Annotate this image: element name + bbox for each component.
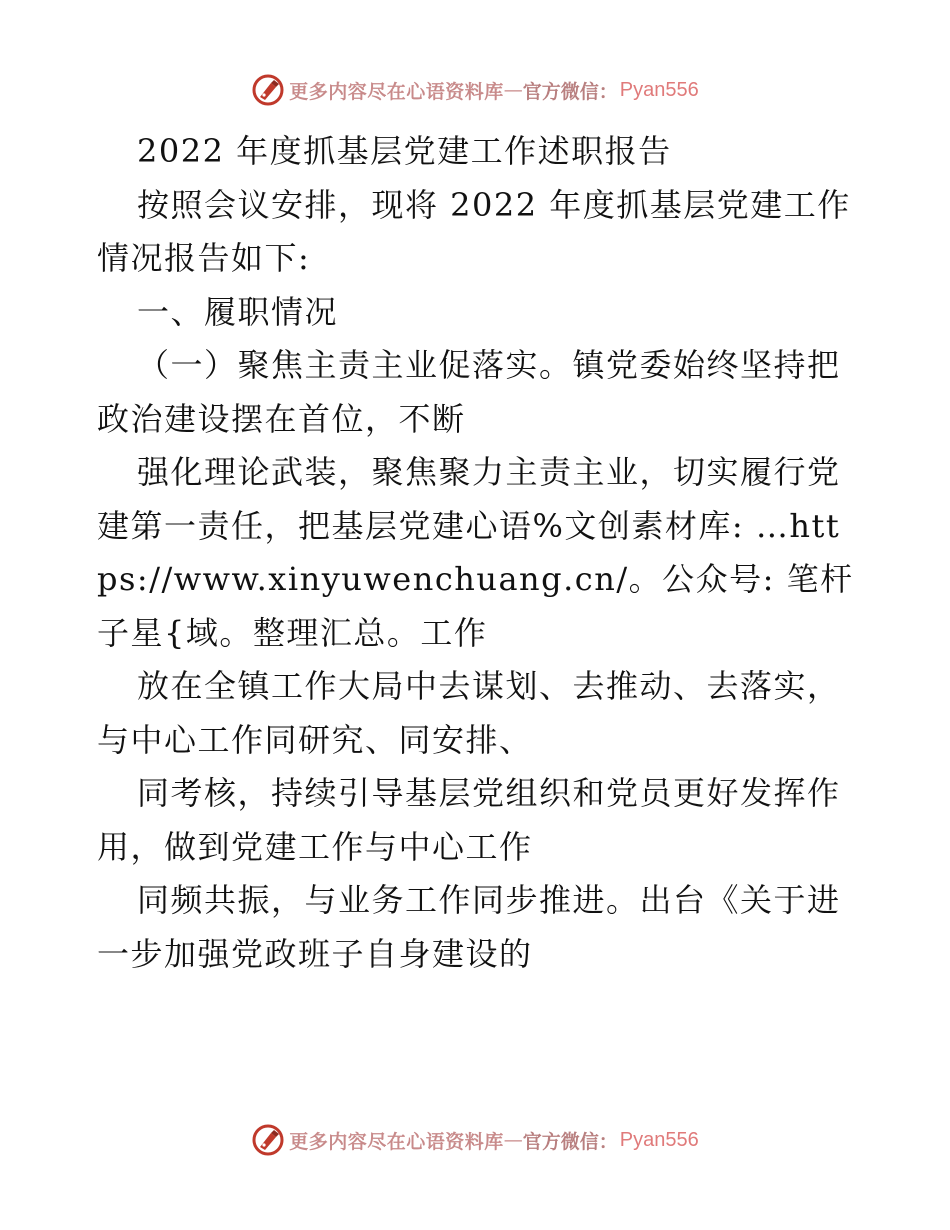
document-title: 2022 年度抓基层党建工作述职报告 (137, 132, 672, 170)
banner-wechat-id: Pyan556 (619, 78, 699, 101)
paragraph: 按照会议安排，现将 2022 年度抓基层党建工作情况报告如下: (97, 185, 851, 277)
red-pen-nib-logo-icon (251, 1123, 285, 1157)
banner-wechat-label: 官方微信： (522, 1130, 618, 1153)
footer-banner (0, 1120, 950, 1160)
banner-wechat-id: Pyan556 (619, 1128, 699, 1151)
header-banner (0, 70, 950, 110)
paragraph: （一）聚焦主责主业促落实。镇党委始终坚持把政治建设摆在首位，不断 (97, 346, 841, 438)
section-heading: 一、履职情况 (137, 292, 339, 331)
red-pen-nib-logo-icon (251, 73, 285, 107)
document-body (97, 125, 857, 981)
banner-separator: — (503, 1129, 523, 1151)
banner-separator: — (503, 79, 523, 101)
paragraph: 强化理论武装，聚焦聚力主责主业，切实履行党建第一责任，把基层党建心语%文创素材库: …https://www.xinyuwenchuang.cn/。公众号: 笔杆子星{域。整理汇总。工作 (97, 453, 854, 652)
paragraph: 同考核，持续引导基层党组织和党员更好发挥作用，做到党建工作与中心工作 (97, 774, 841, 866)
banner-wechat-label: 官方微信： (522, 80, 618, 103)
paragraph: 同频共振，与业务工作同步推进。出台《关于进一步加强党政班子自身建设的 (97, 881, 841, 973)
paragraph: 放在全镇工作大局中去谋划、去推动、去落实，与中心工作同研究、同安排、 (97, 667, 841, 759)
banner-tagline: 更多内容尽在心语资料库 (289, 1130, 504, 1153)
banner-tagline: 更多内容尽在心语资料库 (289, 80, 504, 103)
